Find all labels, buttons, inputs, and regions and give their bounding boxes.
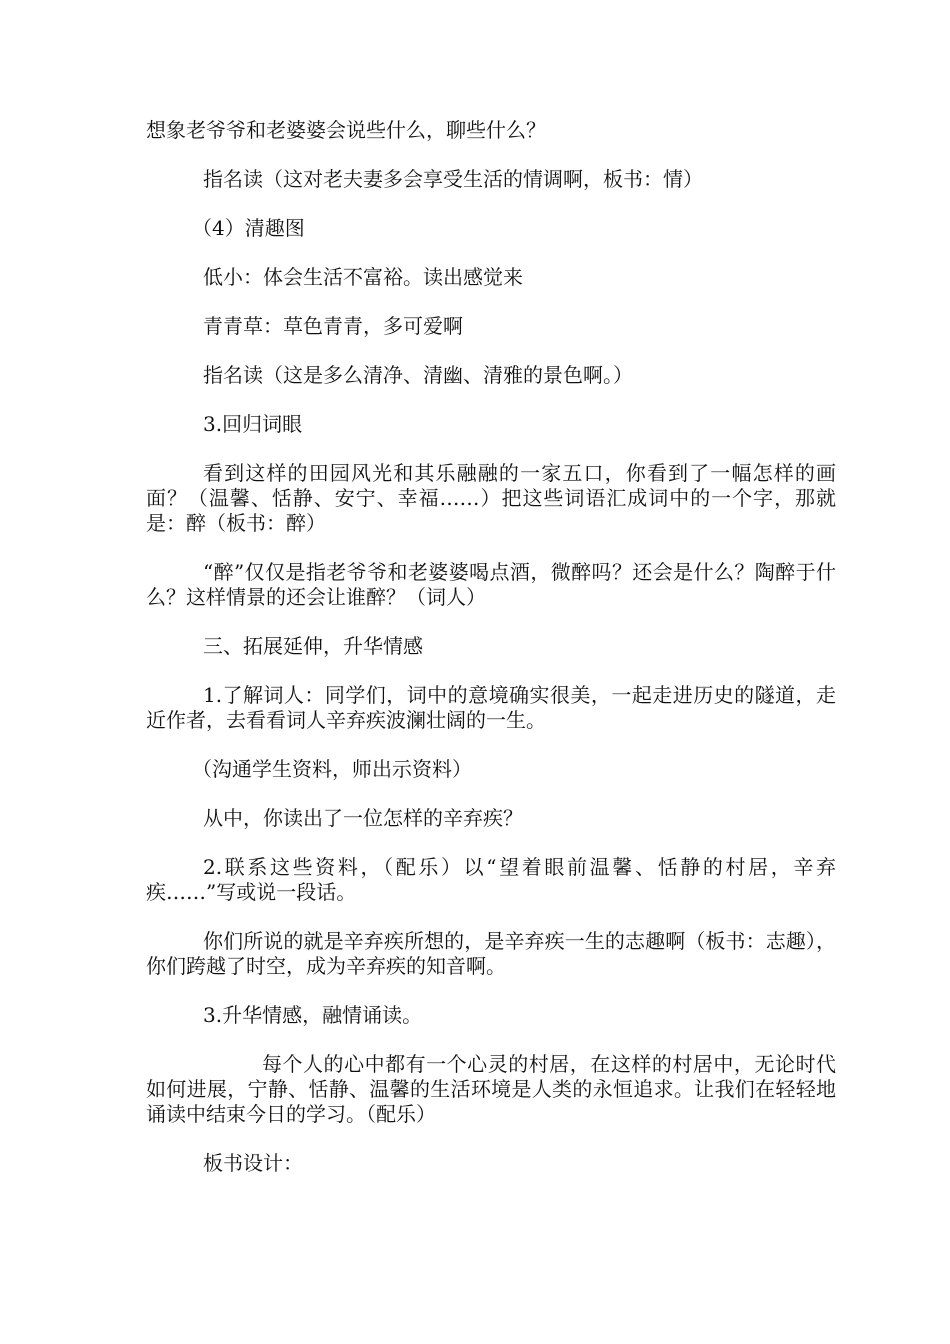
paragraph: 指名读（这是多么清净、清幽、清雅的景色啊。）: [203, 363, 633, 387]
paragraph: （沟通学生资料，师出示资料）: [192, 757, 472, 781]
paragraph: 2.联系这些资料，（配乐）以“望着眼前温馨、恬静的村居，辛弃疾……”写或说一段话。: [146, 855, 836, 904]
paragraph: 每个人的心中都有一个心灵的村居，在这样的村居中，无论时代如何进展，宁静、恬静、温馨的生活环境是人类的永恒追求。让我们在轻轻地诵读中结束今日的学习。（配乐）: [146, 1052, 836, 1126]
paragraph: 看到这样的田园风光和其乐融融的一家五口，你看到了一幅怎样的画面？（温馨、恬静、安宁、幸福……）把这些词语汇成词中的一个字，那就是：醉（板书：醉）: [146, 461, 836, 535]
paragraph: 想象老爷爷和老婆婆会说些什么，聊些什么？: [146, 118, 546, 142]
section-heading: 3.升华情感，融情诵读。: [203, 1003, 423, 1027]
section-heading: 3.回归词眼: [203, 412, 303, 436]
paragraph: 低小：体会生活不富裕。读出感觉来: [203, 265, 523, 289]
section-heading: 三、拓展延伸，升华情感: [203, 634, 423, 658]
paragraph: 指名读（这对老夫妻多会享受生活的情调啊，板书：情）: [203, 167, 703, 191]
document-body: [146, 118, 836, 1200]
paragraph: 从中，你读出了一位怎样的辛弃疾？: [203, 806, 523, 830]
paragraph: （4）清趣图: [192, 216, 305, 240]
paragraph: “醉”仅仅是指老爷爷和老婆婆喝点酒，微醉吗？还会是什么？陶醉于什么？这样情景的还会让谁醉？（词人）: [146, 560, 836, 609]
paragraph: 1.了解词人：同学们，词中的意境确实很美，一起走进历史的隧道，走近作者，去看看词人辛弃疾波澜壮阔的一生。: [146, 683, 836, 732]
paragraph: 板书设计：: [203, 1151, 303, 1175]
paragraph: 青青草：草色青青，多可爱啊: [203, 314, 463, 338]
paragraph: 你们所说的就是辛弃疾所想的，是辛弃疾一生的志趣啊（板书：志趣），你们跨越了时空，成为辛弃疾的知音啊。: [146, 929, 836, 978]
